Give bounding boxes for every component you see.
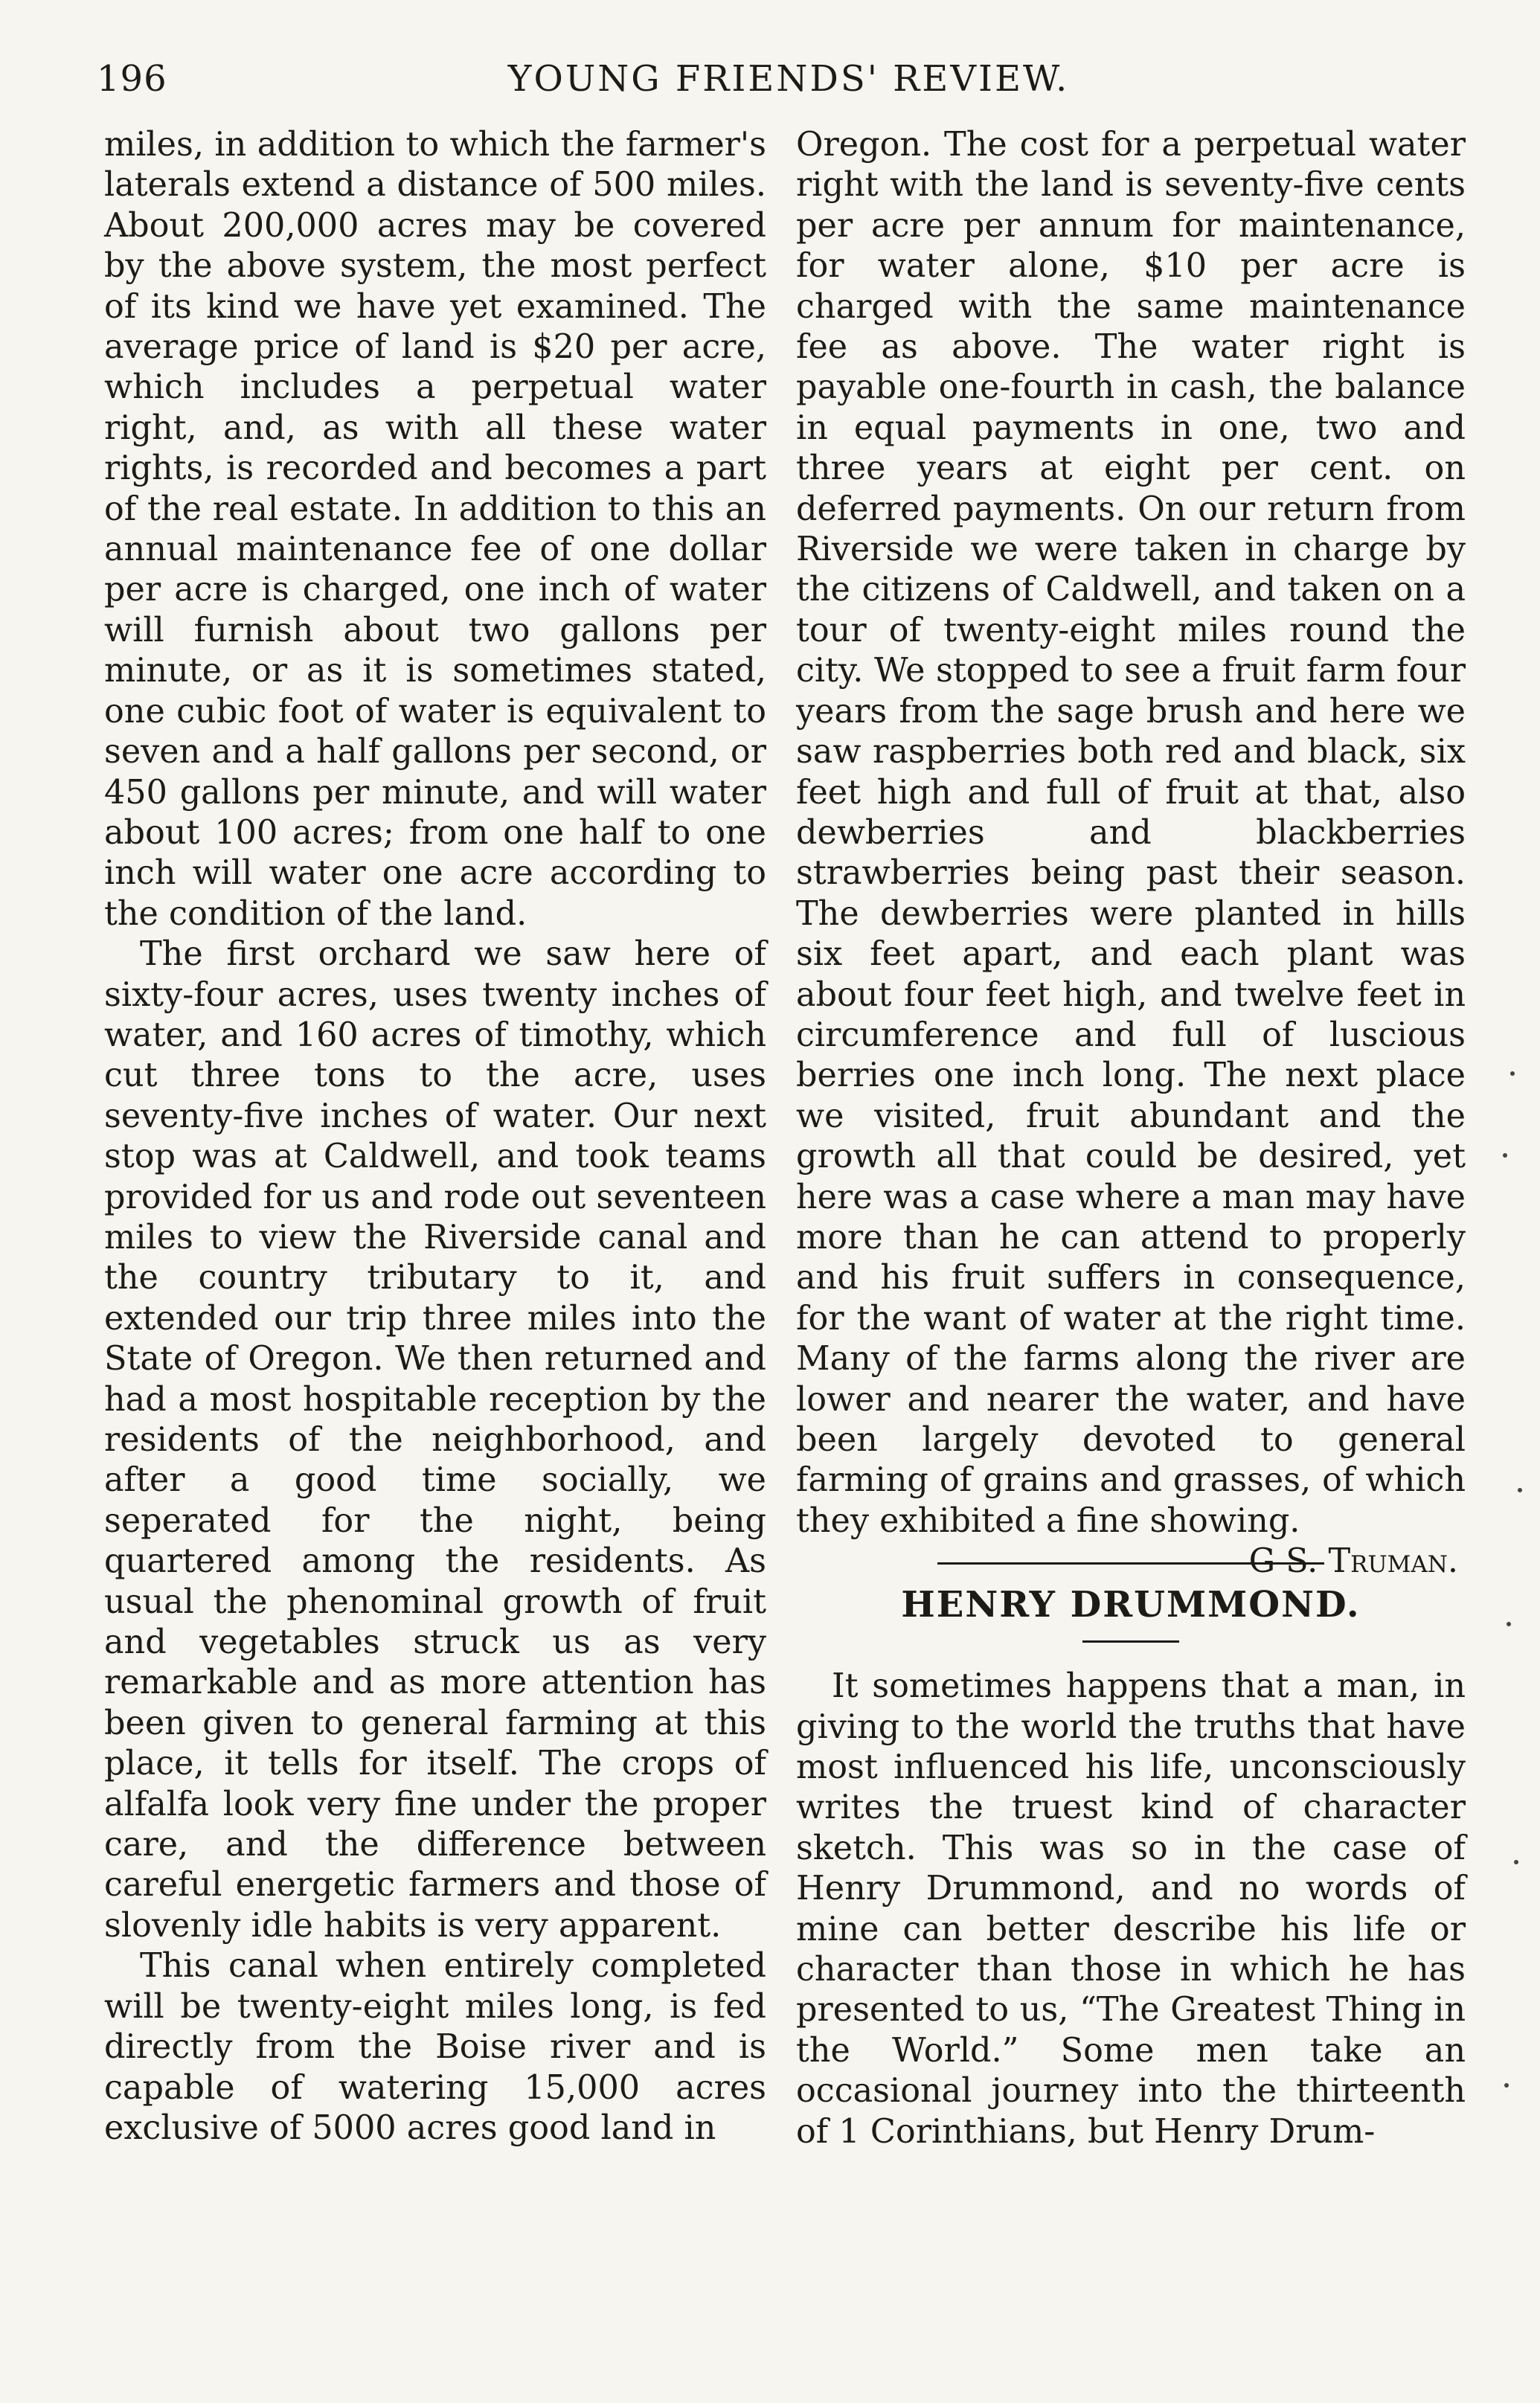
page-header (97, 58, 1480, 118)
speck (1518, 1488, 1522, 1492)
margin-specks (1495, 1042, 1533, 2381)
paragraph: This canal when entirely completed will be twenty-eight miles long, is fed directly from the Boise river and is capable of watering 15,000 acres exclusive of 5000 acres good land in (104, 1947, 766, 2147)
speck (1514, 1860, 1518, 1864)
left-column (104, 125, 766, 2149)
speck (1510, 1071, 1515, 1076)
paragraph: The first orchard we saw here of sixty-four acres, uses twenty inches of water, and 160 acres of timothy, which cut three tons to the acre, uses seventy-five inches of water. Our next stop was at Caldwell, and took teams provided for us and rode out seventeen miles to view the Riverside canal and the country tributary to it, and extended our trip three miles into the State of Oregon. We then returned and had a most hospitable reception by the residents of the neighborhood, and after a good time socially, we seperated for the night, being quartered among the residents. As usual the phenominal growth of fruit and vegetables struck us as very remarkable and as more attention has been given to general farming at this place, it tells for itself. The crops of alfalfa look very fine under the proper care, and the difference between careful energetic farmers and those of slovenly idle habits is very apparent. (104, 935, 766, 1945)
paragraph-text: Oregon. The cost for a perpetual water right with the land is seventy-five cents per acre per annum for maintenance, for water alone, $10 per acre is charged with the same maintenance fee as above. The water right is payable one-fourth in cash, the balance in equal payments in one, two and three years at eight per cent. on deferred payments. On our return from Riverside we were taken in charge by the citizens of Caldwell, and taken on a tour of twenty-eight miles round the city. We stopped to see a fruit farm four years from the sage brush and here we saw raspberries both red and black, six feet high and full of fruit at that, also dewberries and blackberries strawberries being past their season. The dewberries were planted in hills six feet apart, and each plant was about four feet high, and twelve feet in circumference and full of luscious berries one inch long. The next place we visited, fruit abundant and the growth all that could be desired, yet here was a case where a man may have more than he can attend to properly and his fruit suffers in consequence, for the want of water at the right time. Many of the farms along the river are lower and nearer the water, and have been largely devoted to general farming of grains and grasses, of which they exhibited a fine showing. (796, 126, 1466, 1540)
section-heading: HENRY DRUMMOND. (901, 1584, 1361, 1626)
speck (1507, 1622, 1511, 1626)
author-signature: G S. Truman. (1248, 1542, 1458, 1581)
paragraph: It sometimes happens that a man, in giving to the world the truths that have most influenced his life, unconsciously writes the truest kind of character sketch. This was so in the case of Henry Drummond, and no words of mine can better describe his life or character than those in which he has presented to us, “The Greatest Thing in the World.” Some men take an occasional journey into the thirteenth of 1 Corinthians, but Henry Drum- (796, 1667, 1466, 2151)
speck (1503, 1153, 1507, 1158)
page-number: 196 (97, 58, 167, 100)
speck (1504, 2083, 1509, 2088)
heading-underline (1082, 1640, 1179, 1643)
paragraph: miles, in addition to which the farmer's laterals extend a distance of 500 miles. About 200,000 acres may be covered by the above system, the most perfect of its kind we have yet examined. The average price of land is $20 per acre, which includes a perpetual water right, and, as with all these water rights, is recorded and becomes a part of the real estate. In addition to this an annual maintenance fee of one dollar per acre is charged, one inch of water will furnish about two gallons per minute, or as it is sometimes stated, one cubic foot of water is equivalent to seven and a half gallons per second, or 450 gallons per minute, and will water about 100 acres; from one half to one inch will water one acre according to the condition of the land. (104, 126, 766, 933)
running-title: YOUNG FRIENDS' REVIEW. (507, 58, 1070, 100)
paragraph (796, 125, 1466, 1581)
right-column (796, 125, 1466, 2152)
